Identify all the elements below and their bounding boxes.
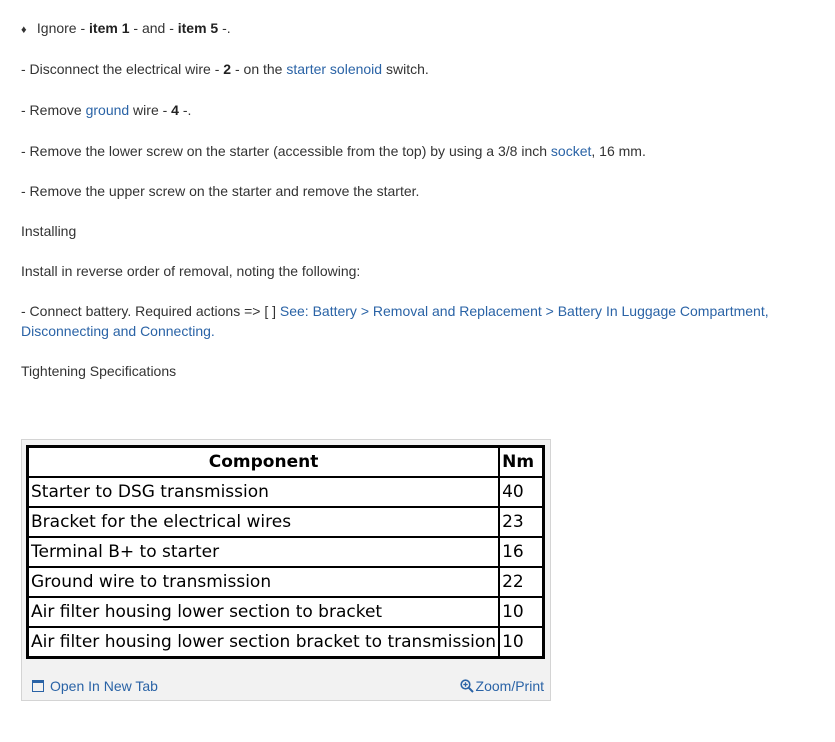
text: - on the	[231, 61, 287, 77]
text: Installing	[21, 223, 77, 239]
zoom-print-label: Zoom/Print	[475, 678, 544, 694]
item-ref: 2	[223, 61, 232, 77]
zoom-print-link[interactable]	[460, 678, 544, 694]
item-ref: item 5	[177, 20, 219, 36]
cell-nm: 22	[499, 567, 544, 597]
table-row	[28, 627, 544, 658]
table-row	[28, 597, 544, 627]
table-row	[28, 507, 544, 537]
link-starter-solenoid[interactable]: starter solenoid	[286, 61, 383, 77]
cell-nm: 10	[499, 627, 544, 658]
cell-component: Bracket for the electrical wires	[28, 507, 500, 537]
item-ref: item 1	[89, 20, 130, 36]
cell-component: Ground wire to transmission	[28, 567, 500, 597]
cell-component: Air filter housing lower section to bracket	[28, 597, 500, 627]
instruction-remove-lower-screw	[21, 141, 646, 161]
tightening-spec-table	[26, 445, 545, 659]
header-component: Component	[28, 447, 500, 478]
text: wire -	[129, 102, 172, 118]
table-row	[28, 537, 544, 567]
table-row	[28, 477, 544, 507]
header-nm: Nm	[499, 447, 544, 478]
table-row	[28, 567, 544, 597]
instruction-remove-upper-screw	[21, 181, 419, 201]
link-disconnecting-connecting[interactable]: Disconnecting and Connecting.	[21, 323, 215, 339]
text: - Connect battery. Required actions => [ ]	[21, 303, 280, 319]
text: Tightening Specifications	[21, 363, 177, 379]
text: , 16 mm.	[591, 143, 646, 159]
cell-nm: 40	[499, 477, 544, 507]
text: Install in reverse order of removal, noting the following:	[21, 263, 361, 279]
instruction-connect-battery-cont	[21, 321, 215, 341]
cell-component: Terminal B+ to starter	[28, 537, 500, 567]
cell-component: Air filter housing lower section bracket to transmission	[28, 627, 500, 658]
text: - Remove	[21, 102, 86, 118]
spec-table-figure	[21, 439, 551, 701]
instruction-disconnect-wire	[21, 59, 429, 79]
text: - Remove the lower screw on the starter (accessible from the top) by using a 3/8 inch	[21, 143, 551, 159]
zoom-magnifier-icon	[460, 679, 474, 693]
figure-footer	[32, 676, 544, 696]
table-header-row	[28, 447, 544, 478]
heading-installing	[21, 221, 76, 241]
link-socket[interactable]: socket	[550, 143, 592, 159]
cell-nm: 23	[499, 507, 544, 537]
link-battery-removal[interactable]: See: Battery > Removal and Replacement > Battery In Luggage Compartment,	[279, 303, 769, 319]
text: - and -	[129, 20, 178, 36]
link-ground[interactable]: ground	[85, 102, 130, 118]
cell-nm: 16	[499, 537, 544, 567]
cell-nm: 10	[499, 597, 544, 627]
instruction-remove-ground-wire	[21, 100, 191, 120]
open-new-tab-link[interactable]	[32, 678, 158, 694]
instruction-install-reverse	[21, 261, 360, 281]
text: -.	[178, 102, 192, 118]
text: - Remove the upper screw on the starter and remove the starter.	[21, 183, 420, 199]
cell-component: Starter to DSG transmission	[28, 477, 500, 507]
open-new-tab-icon	[32, 680, 44, 692]
heading-tightening-specifications	[21, 361, 176, 381]
open-new-tab-label: Open In New Tab	[50, 678, 158, 694]
instruction-ignore-items	[21, 18, 231, 40]
text: Ignore -	[36, 20, 90, 36]
diamond-bullet-icon: ♦	[21, 24, 27, 36]
text: -.	[218, 20, 231, 36]
text: - Disconnect the electrical wire -	[21, 61, 224, 77]
item-ref: 4	[171, 102, 179, 118]
instruction-connect-battery	[21, 301, 769, 321]
text: switch.	[382, 61, 429, 77]
